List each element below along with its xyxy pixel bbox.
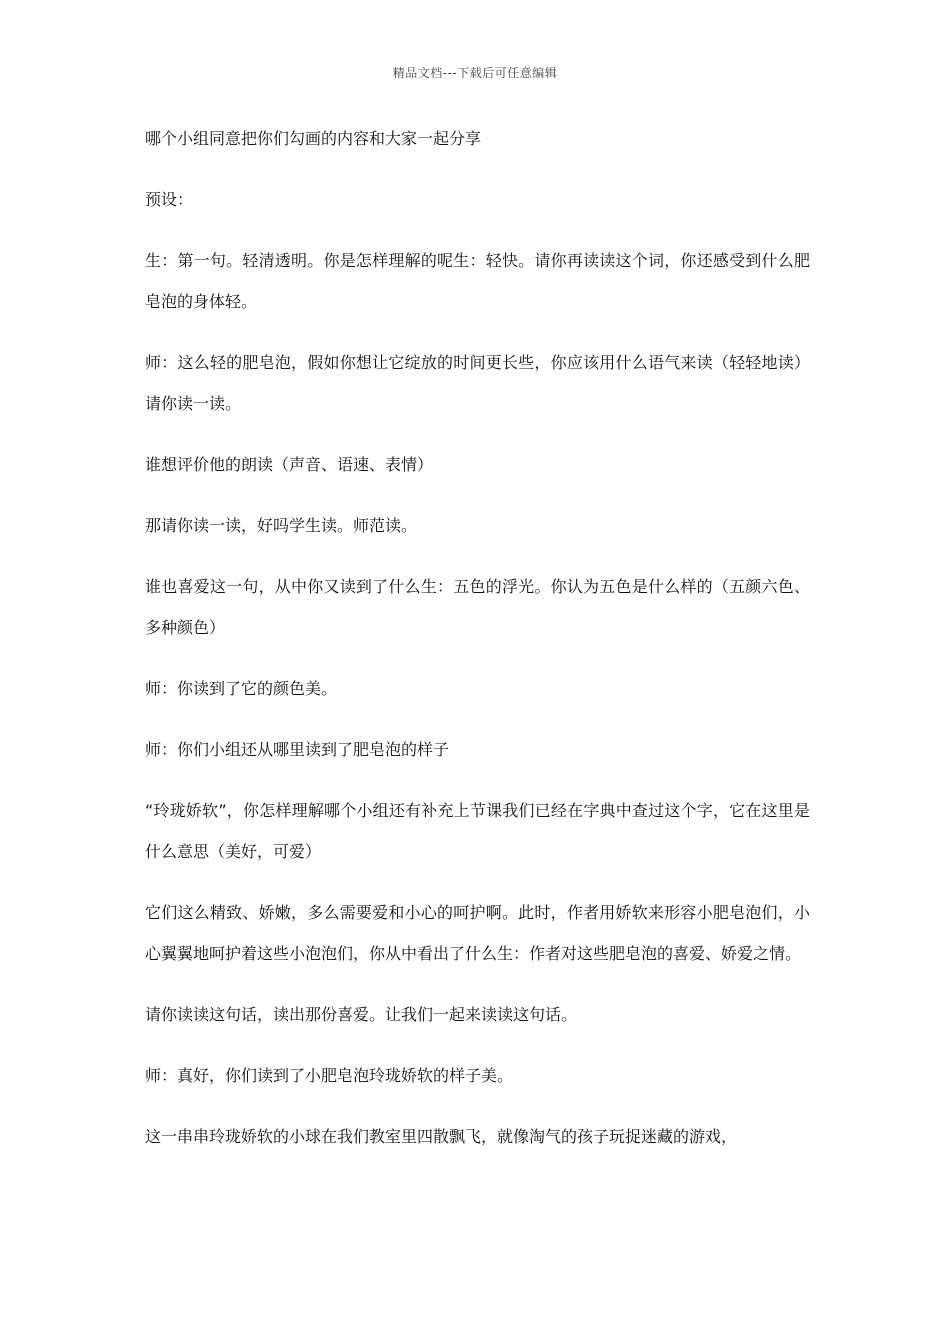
document-body xyxy=(145,118,810,1177)
paragraph: “玲珑娇软”，你怎样理解哪个小组还有补充上节课我们已经在字典中查过这个字，它在这里是什么意思（美好，可爱） xyxy=(145,801,810,861)
paragraph: 谁想评价他的朗读（声音、语速、表情） xyxy=(145,455,434,474)
paragraph: 预设： xyxy=(145,190,194,209)
paragraph: 师：你们小组还从哪里读到了肥皂泡的样子 xyxy=(145,740,450,759)
page-header: 精品文档---下载后可任意编辑 xyxy=(392,66,558,80)
paragraph: 师：你读到了它的颜色美。 xyxy=(145,679,338,698)
paragraph: 它们这么精致、娇嫩，多么需要爱和小心的呵护啊。此时，作者用娇软来形容小肥皂泡们，小心翼翼地呵护着这些小泡泡们，你从中看出了什么生：作者对这些肥皂泡的喜爱、娇爱之情。 xyxy=(145,903,810,963)
paragraph: 请你读读这句话，读出那份喜爱。让我们一起来读读这句话。 xyxy=(145,1005,578,1024)
paragraph: 那请你读一读，好吗学生读。师范读。 xyxy=(145,516,418,535)
paragraph: 生：第一句。轻清透明。你是怎样理解的呢生：轻快。请你再读读这个词，你还感受到什么肥皂泡的身体轻。 xyxy=(145,251,810,311)
paragraph: 这一串串玲珑娇软的小球在我们教室里四散飘飞，就像淘气的孩子玩捉迷藏的游戏， xyxy=(145,1127,738,1146)
paragraph: 哪个小组同意把你们勾画的内容和大家一起分享 xyxy=(145,129,482,148)
paragraph: 师：真好，你们读到了小肥皂泡玲珑娇软的样子美。 xyxy=(145,1066,514,1085)
paragraph: 谁也喜爱这一句，从中你又读到了什么生：五色的浮光。你认为五色是什么样的（五颜六色、多种颜色） xyxy=(145,577,810,637)
paragraph: 师：这么轻的肥皂泡，假如你想让它绽放的时间更长些，你应该用什么语气来读（轻轻地读）请你读一读。 xyxy=(145,353,810,413)
